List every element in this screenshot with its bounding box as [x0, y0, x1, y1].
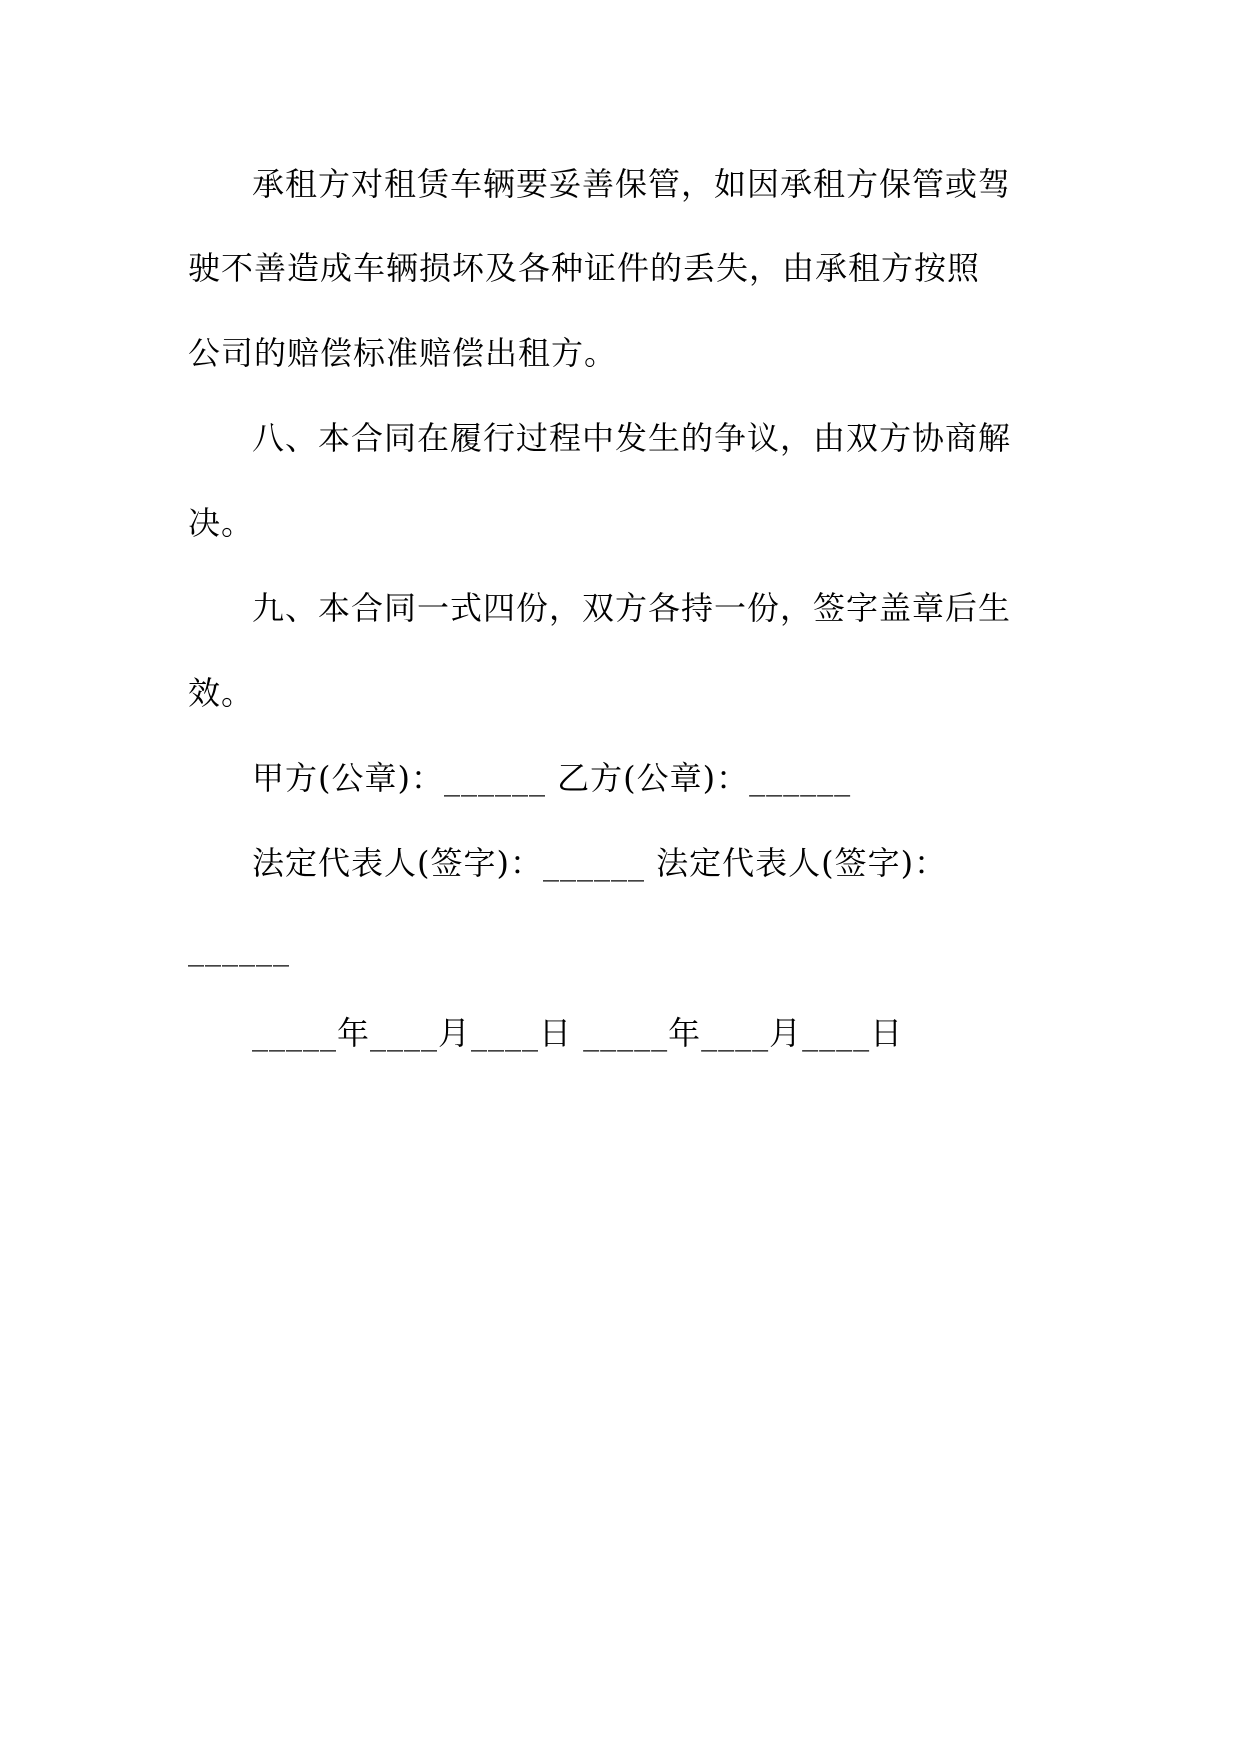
paragraph-line-1: 承租方对租赁车辆要妥善保管，如因承租方保管或驾 — [252, 165, 1012, 203]
clause-8-line-1: 八、本合同在履行过程中发生的争议，由双方协商解 — [252, 419, 1012, 457]
clause-8-line-2: 决。 — [188, 504, 255, 542]
company-seal-line: 甲方(公章)：______ 乙方(公章)：______ — [252, 759, 852, 797]
legal-representative-blank: ______ — [188, 929, 290, 967]
paragraph-line-3: 公司的赔偿标准赔偿出租方。 — [188, 334, 618, 372]
clause-9-line-2: 效。 — [188, 674, 255, 712]
paragraph-line-2: 驶不善造成车辆损坏及各种证件的丢失，由承租方按照 — [188, 249, 981, 287]
clause-9-line-1: 九、本合同一式四份，双方各持一份，签字盖章后生 — [252, 589, 1012, 627]
date-line: _____年____月____日 _____年____月____日 — [252, 1014, 904, 1052]
legal-representative-line: 法定代表人(签字)：______ 法定代表人(签字)： — [252, 844, 948, 882]
